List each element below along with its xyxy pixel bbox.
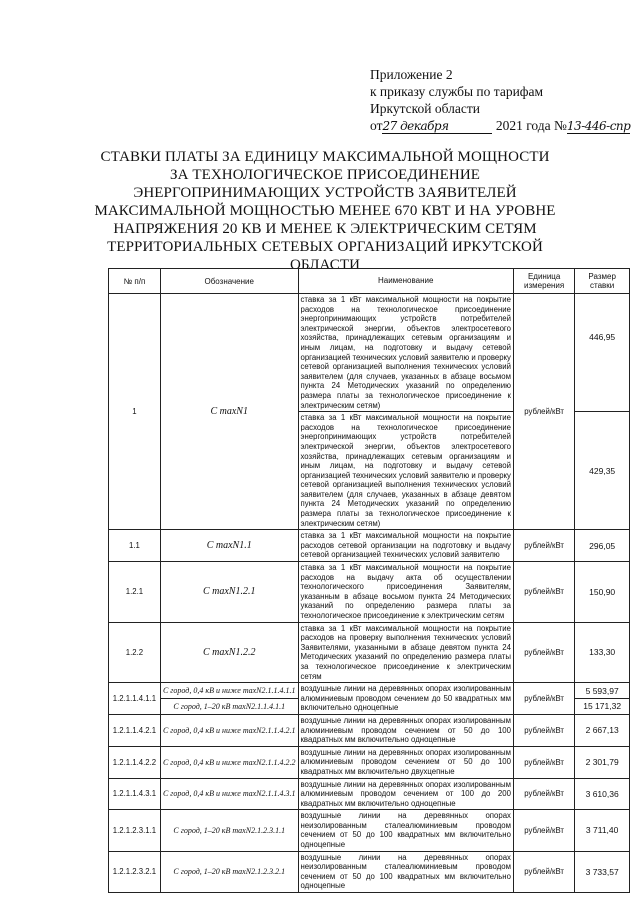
row-name: ставка за 1 кВт максимальной мощности на покрытие расходов сетевой организации на подготовку и выдачу сетевой организацией технических условий заявителю [298,530,513,562]
formula-text: C maxN1.2.1 [202,586,256,598]
header-name: Наименование [298,269,513,294]
row-unit: рублей/кВт [513,683,574,715]
formula-text: C maxN1.1 [206,540,252,552]
row-rate: 3 733,57 [575,851,630,892]
row-name: воздушные линии на деревянных опорах изолированным алюминиевым проводом сечением от 50 до 100 квадратных мм включительно одноцепные [298,714,513,746]
formula-text: C maxN1.2.2 [202,646,256,658]
row-number: 1.2.2 [109,622,161,683]
header-number: № п/п [109,269,161,294]
formula-text: C город, 0,4 кВ и ниже maxN2.1.1.4.3.1 [162,789,296,799]
table-row [109,683,630,699]
table-row [109,530,630,562]
row-unit: рублей/кВт [513,562,574,623]
tariff-table [108,268,630,893]
formula-text: C город, 0,4 кВ и ниже maxN2.1.1.4.2.1 [162,725,296,735]
header-designation: Обозначение [160,269,298,294]
document-title: СТАВКИ ПЛАТЫ ЗА ЕДИНИЦУ МАКСИМАЛЬНОЙ МОЩНОСТИ ЗА ТЕХНОЛОГИЧЕСКОЕ ПРИСОЕДИНЕНИЕ ЭНЕРГОПРИНИМАЮЩИХ УСТРОЙСТВ ЗАЯВИТЕЛЕЙ МАКСИМАЛЬНОЙ МОЩНОСТЬЮ МЕНЕЕ 670 КВТ И НА УРОВНЕ НАПРЯЖЕНИЯ 20 КВ И МЕНЕЕ К ЭЛЕКТРИЧЕСКИМ СЕТЯМ ТЕРРИТОРИАЛЬНЫХ СЕТЕВЫХ ОРГАНИЗАЦИЙ ИРКУТСКОЙ ОБЛАСТИ [94,149,556,273]
formula-text: C город, 1–20 кВ maxN2.1.1.4.1.1 [173,701,286,711]
row-number: 1.2.1 [109,562,161,623]
handwritten-order-number: 13-446-спр [566,119,631,133]
formula-text: C город, 1–20 кВ maxN2.1.2.3.2.1 [173,867,286,877]
row-number: 1.2.1.1.4.3.1 [109,778,161,810]
year-text: 2021 года № [495,118,567,133]
row-designation [160,294,298,530]
row-designation [160,778,298,810]
row-designation [160,810,298,851]
row-rate: 3 711,40 [575,810,630,851]
row-designation [160,562,298,623]
row-rate: 3 610,36 [575,778,630,810]
row-rate: 2 301,79 [575,746,630,778]
row-unit: рублей/кВт [513,622,574,683]
row-unit: рублей/кВт [513,810,574,851]
table-row [109,562,630,623]
table-row [109,810,630,851]
table-row [109,622,630,683]
table-row [109,746,630,778]
appendix-block [370,66,635,134]
row-rate: 296,05 [575,530,630,562]
row-designation [160,714,298,746]
row-name: ставка за 1 кВт максимальной мощности на покрытие расходов на выдачу акта об осуществлении технологического присоединения Заявителям, указанным в абзаце восьмом пункта 24 Методических указаний по определению размера платы за технологическое присоединение к электрическим сетям [298,562,513,623]
row-designation [160,530,298,562]
row-unit: рублей/кВт [513,530,574,562]
table-row [109,778,630,810]
row-name: ставка за 1 кВт максимальной мощности на покрытие расходов на проверку выполнения технических условий Заявителями, указанными в абзаце девятом пункта 24 Методических указаний по определению размера платы за технологическое присоединение к электрическим сетям [298,622,513,683]
row-designation [160,746,298,778]
row-name: ставка за 1 кВт максимальной мощности на покрытие расходов на технологическое присоединение энергопринимающих устройств потребителей электрической энергии, объектов электросетевого хозяйства, принадлежащих сетевым организациям и иным лицам, на подготовку и выдачу сетевой организацией технических условий заявителю и проверку сетевой организацией выполнения технических условий заявителем (для случаев, указанных в абзаце восьмом пункта 24 Методических указаний по определению размера платы за технологическое присоединение к электрическим сетям) [298,294,513,412]
row-name: воздушные линии на деревянных опорах неизолированным сталеалюминиевым проводом сечением от 50 до 100 квадратных мм включительно одноцепные [298,810,513,851]
formula-text: C город, 0,4 кВ и ниже maxN2.1.1.4.2.2 [162,757,296,767]
header-unit: Единица измерения [513,269,574,294]
row-number: 1.2.1.1.4.2.2 [109,746,161,778]
row-designation [160,851,298,892]
row-rate: 2 667,13 [575,714,630,746]
row-rate: 446,95 [575,294,630,412]
row-name: воздушные линии на деревянных опорах неизолированным сталеалюминиевым проводом сечением от 50 до 100 квадратных мм включительно одноцепные [298,851,513,892]
appendix-title: Приложение 2 [370,67,453,82]
row-unit: рублей/кВт [513,778,574,810]
row-rate: 429,35 [575,412,630,530]
header-rate: Размер ставки [575,269,630,294]
handwritten-date: 27 декабря [382,119,492,134]
row-designation [160,622,298,683]
formula-text: C maxN1 [210,406,248,418]
row-name: ставка за 1 кВт максимальной мощности на покрытие расходов на технологическое присоединение энергопринимающих устройств потребителей электрической энергии, объектов электросетевого хозяйства, принадлежащих сетевым организациям и иным лицам, на подготовку и выдачу сетевой организацией технических условий заявителю и проверку сетевой организацией выполнения технических условий заявителем (для случаев, указанных в абзаце девятом пункта 24 Методических указаний по определению размера платы за технологическое присоединение к электрическим сетям) [298,412,513,530]
row-name: воздушные линии на деревянных опорах изолированным алюминиевым проводом сечением от 100 до 200 квадратных мм включительно одноцепные [298,778,513,810]
table-row [109,714,630,746]
row-name: воздушные линии на деревянных опорах изолированным алюминиевым проводом сечением от 50 до 100 квадратных мм включительно двухцепные [298,746,513,778]
row-number: 1.2.1.2.3.1.1 [109,810,161,851]
row-number: 1.2.1.1.4.2.1 [109,714,161,746]
formula-text: C город, 1–20 кВ maxN2.1.2.3.1.1 [173,825,286,835]
row-rate: 5 593,97 [575,683,630,699]
row-unit: рублей/кВт [513,746,574,778]
row-unit: рублей/кВт [513,714,574,746]
row-number: 1 [109,294,161,530]
table-row [109,851,630,892]
row-number: 1.1 [109,530,161,562]
row-number: 1.2.1.1.4.1.1 [109,683,161,715]
row-unit: рублей/кВт [513,851,574,892]
appendix-date-line [370,117,635,134]
date-prefix: от [370,118,383,133]
row-rate: 133,30 [575,622,630,683]
appendix-region: Иркутской области [370,101,481,116]
table-row [109,294,630,412]
formula-text: C город, 0,4 кВ и ниже maxN2.1.1.4.1.1 [162,686,296,696]
appendix-order-ref: к приказу службы по тарифам [370,84,544,99]
row-rate: 150,90 [575,562,630,623]
row-number: 1.2.1.2.3.2.1 [109,851,161,892]
row-designation [160,699,298,715]
table-header-row [109,269,630,294]
row-rate: 15 171,32 [575,699,630,715]
row-unit: рублей/кВт [513,294,574,530]
row-designation [160,683,298,699]
row-name: воздушные линии на деревянных опорах изолированным алюминиевым проводом сечением до 50 квадратных мм включительно одноцепные [298,683,513,715]
